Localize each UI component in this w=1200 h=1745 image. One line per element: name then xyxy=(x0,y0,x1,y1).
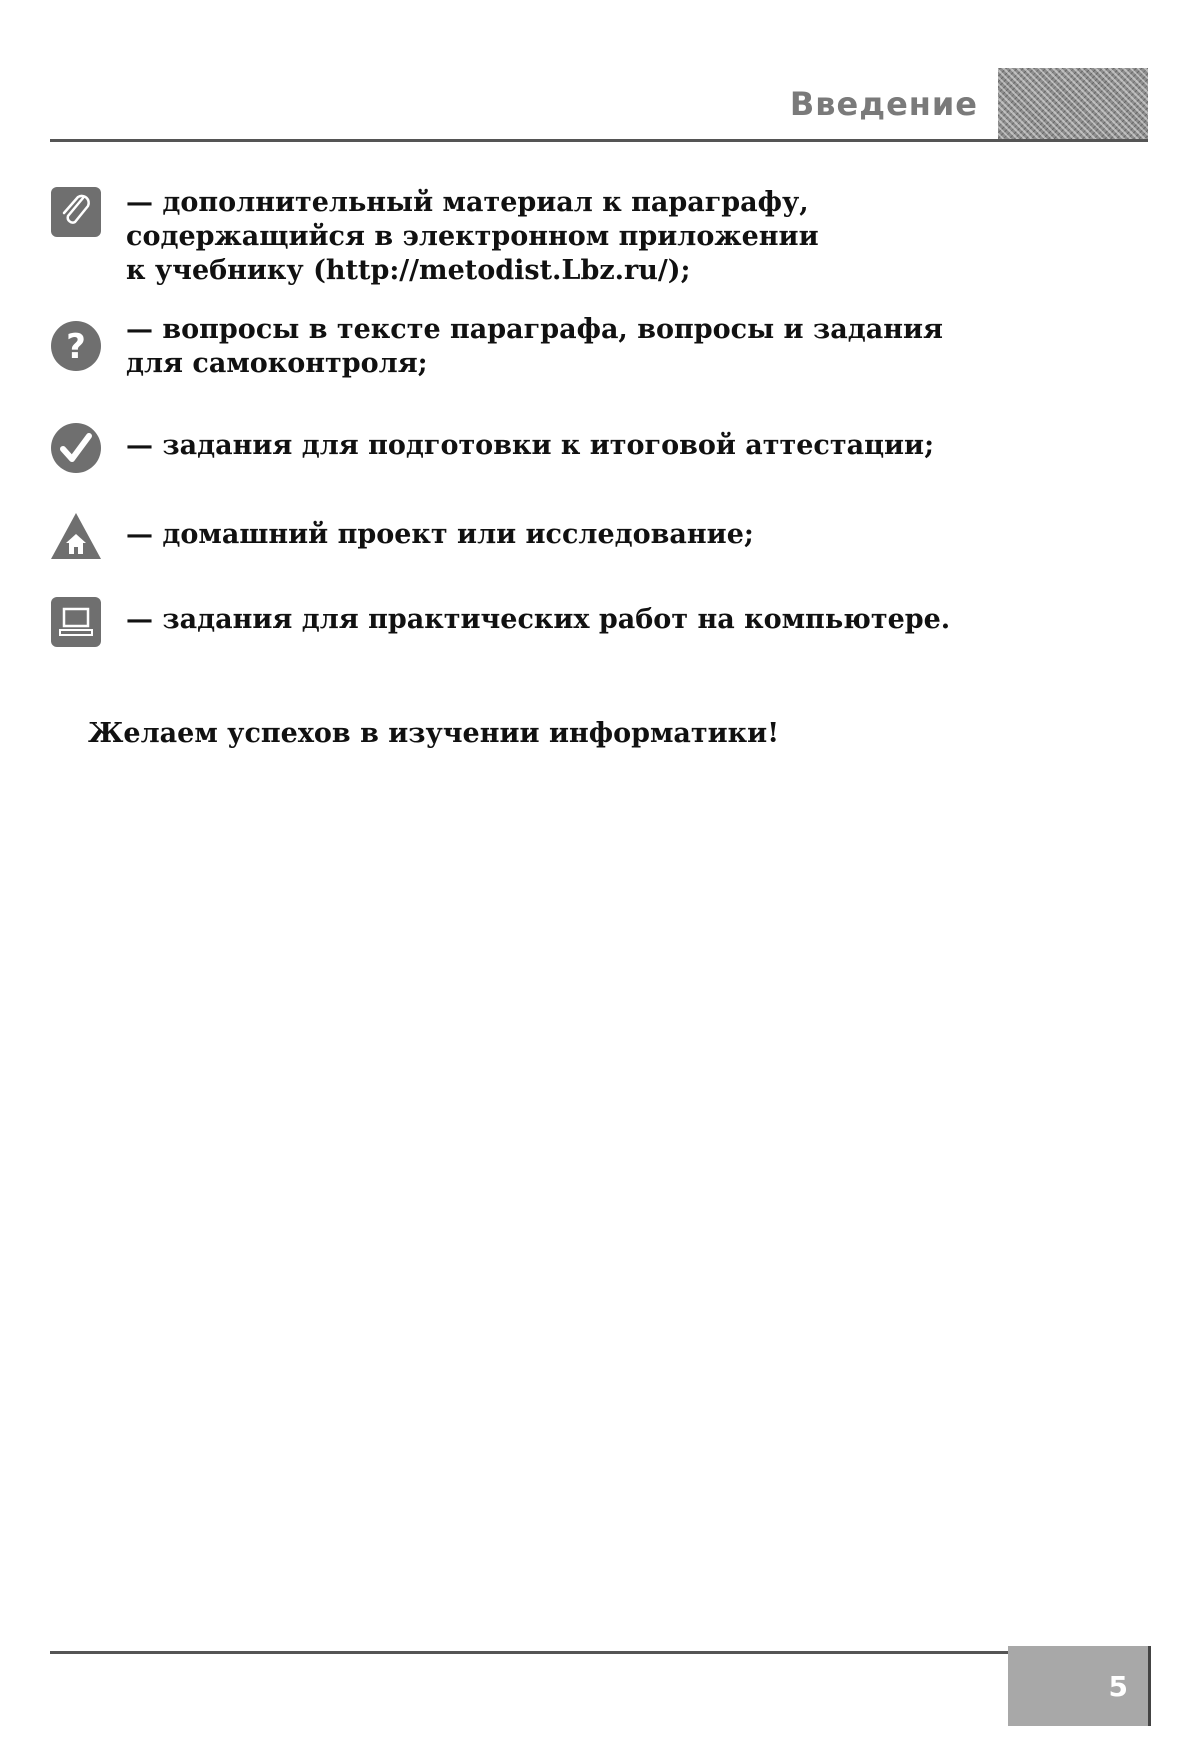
header-divider xyxy=(50,139,1148,142)
paperclip-icon xyxy=(50,186,102,238)
legend-text-extra-material: — дополнительный материал к параграфу, содержащийся в электронном приложении к учебнику (http://metodist.Lbz.ru/); xyxy=(126,187,819,286)
question-icon xyxy=(50,320,102,372)
section-title: Введение xyxy=(789,85,978,123)
legend-text-attestation: — задания для подготовки к итоговой аттестации; xyxy=(126,430,935,461)
legend-text-questions: — вопросы в тексте параграфа, вопросы и задания для самоконтроля; xyxy=(126,314,943,379)
closing-message: Желаем успехов в изучении информатики! xyxy=(88,718,780,749)
page-number-box xyxy=(1008,1646,1151,1726)
checkmark-icon xyxy=(50,422,102,474)
page-number: 5 xyxy=(1108,1669,1128,1703)
svg-text:?: ? xyxy=(66,327,86,367)
footer-divider xyxy=(50,1651,1008,1654)
legend-text-home-project: — домашний проект или исследование; xyxy=(126,519,754,550)
header-decoration xyxy=(998,68,1148,142)
computer-icon xyxy=(50,596,102,648)
legend-text-practical-work: — задания для практических работ на компьютере. xyxy=(126,604,951,635)
home-triangle-icon xyxy=(50,510,102,562)
